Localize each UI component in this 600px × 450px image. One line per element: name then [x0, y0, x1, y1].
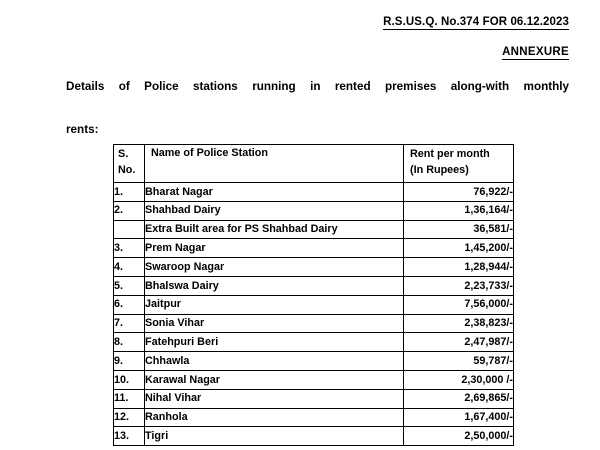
table-row [114, 201, 514, 220]
cell-rent-amount: 2,50,000/- [404, 427, 514, 446]
cell-serial-number: 10. [114, 370, 145, 389]
cell-station-name: Shahbad Dairy [145, 201, 404, 220]
cell-rent-amount: 7,56,000/- [404, 295, 514, 314]
cell-rent-amount: 2,30,000 /- [404, 370, 514, 389]
table-row [114, 408, 514, 427]
table-body [114, 183, 514, 446]
cell-station-name: Prem Nagar [145, 239, 404, 258]
cell-serial-number: 13. [114, 427, 145, 446]
table-row [114, 314, 514, 333]
column-header-serial-number [114, 145, 145, 183]
cell-rent-amount: 2,38,823/- [404, 314, 514, 333]
rent-table-container [113, 144, 513, 446]
cell-serial-number: 2. [114, 201, 145, 220]
cell-station-name: Chhawla [145, 352, 404, 371]
column-header-rent-line-1: Rent per month [410, 148, 490, 160]
cell-rent-amount: 1,45,200/- [404, 239, 514, 258]
cell-serial-number: 3. [114, 239, 145, 258]
table-row [114, 220, 514, 239]
cell-station-name: Sonia Vihar [145, 314, 404, 333]
column-header-rent-line-2: (In Rupees) [410, 163, 469, 176]
table-header [114, 145, 514, 183]
table-row [114, 258, 514, 277]
table-row [114, 389, 514, 408]
table-row [114, 276, 514, 295]
cell-serial-number: 8. [114, 333, 145, 352]
cell-station-name: Bhalswa Dairy [145, 276, 404, 295]
document-reference-text: R.S.US.Q. No.374 FOR 06.12.2023 [383, 16, 569, 30]
cell-station-name: Fatehpuri Beri [145, 333, 404, 352]
table-row [114, 352, 514, 371]
cell-serial-number: 5. [114, 276, 145, 295]
cell-serial-number: 9. [114, 352, 145, 371]
table-row [114, 183, 514, 202]
column-header-serial-line-1: S. [118, 148, 129, 160]
intro-paragraph [66, 76, 569, 141]
cell-rent-amount: 2,69,865/- [404, 389, 514, 408]
cell-station-name: Swaroop Nagar [145, 258, 404, 277]
table-row [114, 427, 514, 446]
police-station-rent-table [113, 144, 514, 446]
cell-station-name: Jaitpur [145, 295, 404, 314]
table-row [114, 333, 514, 352]
annexure-heading-text: ANNEXURE [502, 46, 569, 60]
cell-station-name: Nihal Vihar [145, 389, 404, 408]
cell-rent-amount: 1,28,944/- [404, 258, 514, 277]
table-row [114, 239, 514, 258]
cell-station-name: Ranhola [145, 408, 404, 427]
cell-rent-amount: 1,67,400/- [404, 408, 514, 427]
column-header-serial-line-2: No. [118, 163, 136, 176]
cell-rent-amount: 2,47,987/- [404, 333, 514, 352]
cell-serial-number: 7. [114, 314, 145, 333]
document-reference [383, 16, 569, 30]
table-row [114, 370, 514, 389]
cell-serial-number: 1. [114, 183, 145, 202]
cell-rent-amount: 2,23,733/- [404, 276, 514, 295]
intro-paragraph-line-1: Details of Police stations running in rented premises along-with monthly [66, 80, 569, 93]
cell-rent-amount: 1,36,164/- [404, 201, 514, 220]
intro-paragraph-line-2: rents: [66, 123, 99, 137]
cell-serial-number: 4. [114, 258, 145, 277]
annexure-heading [502, 46, 569, 60]
column-header-station-name: Name of Police Station [145, 145, 404, 183]
cell-station-name: Extra Built area for PS Shahbad Dairy [145, 220, 404, 239]
table-header-row [114, 145, 514, 183]
cell-rent-amount: 76,922/- [404, 183, 514, 202]
cell-serial-number: 11. [114, 389, 145, 408]
cell-rent-amount: 59,787/- [404, 352, 514, 371]
cell-station-name: Bharat Nagar [145, 183, 404, 202]
cell-station-name: Karawal Nagar [145, 370, 404, 389]
cell-serial-number: 12. [114, 408, 145, 427]
cell-station-name: Tigri [145, 427, 404, 446]
column-header-rent [404, 145, 514, 183]
cell-serial-number: 6. [114, 295, 145, 314]
cell-serial-number [114, 220, 145, 239]
table-row [114, 295, 514, 314]
cell-rent-amount: 36,581/- [404, 220, 514, 239]
